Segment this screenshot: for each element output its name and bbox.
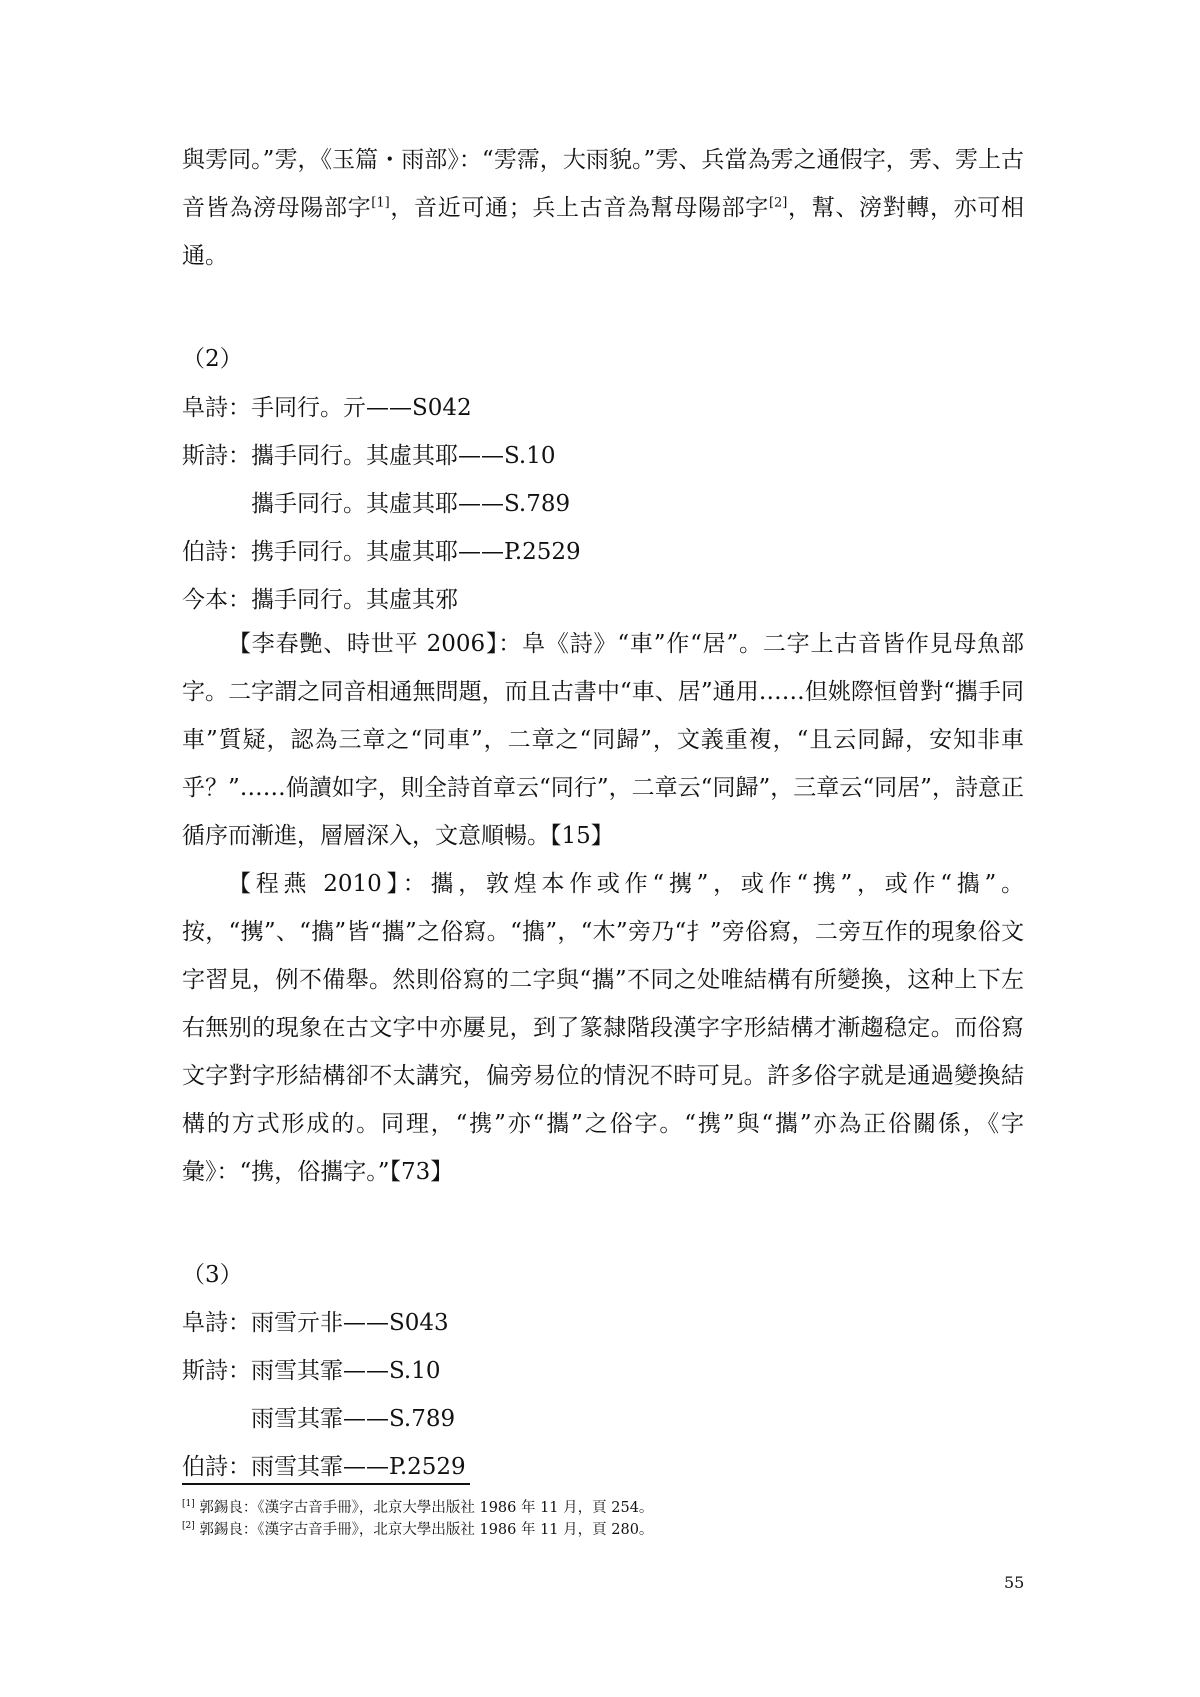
intro-text-3: ，幫、滂對轉，亦可相通。 xyxy=(182,195,1025,269)
section-2-line-5: 今本：攜手同行。其虛其邪 xyxy=(182,587,458,613)
section-3-line-2: 斯詩：雨雪其霏——S.10 xyxy=(182,1358,441,1384)
footnote-1-text: 郭錫良：《漢字古音手冊》，北京大學出版社 1986 年 11 月，頁 254。 xyxy=(199,1500,654,1516)
commentary-cheng-2010: 【程燕 2010】：攜，敦煌本作或作“㩗”，或作“携”，或作“㩦”。按，“㩗”、“㩦”皆“攜”之俗寫。“㩦”，“木”旁乃“扌”旁俗寫，二旁互作的現象俗文字習見，例不備舉。然則俗寫的二字與“攜”不同之处唯結構有所變換，这种上下左右無别的現象在古文字中亦屢見，到了篆隸階段漢字字形結構才漸趨稳定。而俗寫文字對字形結構卻不太講究，偏旁易位的情況不時可見。許多俗字就是通過變換結構的方式形成的。同理，“携”亦“攜”之俗字。“携”與“攜”亦為正俗關係，《字彙》：“携，俗攜字。”【73】 xyxy=(182,871,1024,1185)
section-3-number: （3） xyxy=(182,1262,243,1288)
section-3-line-1: 阜詩：雨雪亓非——S043 xyxy=(182,1310,449,1336)
section-3-line-3: 雨雪其霏——S.789 xyxy=(251,1406,456,1432)
section-2-number: （2） xyxy=(182,346,243,372)
footnote-ref-1[interactable]: [1] xyxy=(371,195,390,211)
footnote-2-text: 郭錫良：《漢字古音手冊》，北京大學出版社 1986 年 11 月，頁 280。 xyxy=(199,1522,654,1538)
footnote-ref-2[interactable]: [2] xyxy=(768,195,788,211)
page-number: 55 xyxy=(1004,1573,1025,1592)
section-3-line-4: 伯詩：雨雪其霏——P.2529 xyxy=(182,1454,466,1480)
section-2-line-2: 斯詩：攜手同行。其虛其耶——S.10 xyxy=(182,443,556,469)
intro-paragraph xyxy=(182,136,1024,280)
intro-text-1: 與雱同。”雱，《玉篇・雨部》：“雱霈，大雨貌。”雱、兵當為雱之通假字，雱、雱上古音皆為滂母陽部字 xyxy=(182,147,1024,221)
footnote-2-mark: [2] xyxy=(182,1521,195,1532)
footnote-1 xyxy=(182,1498,653,1518)
section-2-line-3: 攜手同行。其虛其耶——S.789 xyxy=(251,491,571,517)
footnote-1-mark: [1] xyxy=(182,1499,195,1510)
footnote-2 xyxy=(182,1520,653,1540)
commentary-li-shi-2006: 【李春艷、時世平 2006】：阜《詩》“車”作“居”。二字上古音皆作見母魚部字。二字謂之同音相通無問題，而且古書中“車、居”通用……但姚際恒曾對“攜手同車”質疑，認為三章之“同車”，二章之“同歸”，文義重複，“且云同歸，安知非車乎？”……倘讀如字，則全詩首章云“同行”，二章云“同歸”，三章云“同居”，詩意正循序而漸進，層層深入，文意順暢。【15】 xyxy=(182,631,1024,849)
section-2-line-1: 阜詩：手同行。亓——S042 xyxy=(182,395,472,421)
intro-text-2: ，音近可通；兵上古音為幫母陽部字 xyxy=(389,195,769,221)
footnote-divider xyxy=(182,1483,470,1485)
section-2-line-4: 伯詩：携手同行。其虛其耶——P.2529 xyxy=(182,539,581,565)
